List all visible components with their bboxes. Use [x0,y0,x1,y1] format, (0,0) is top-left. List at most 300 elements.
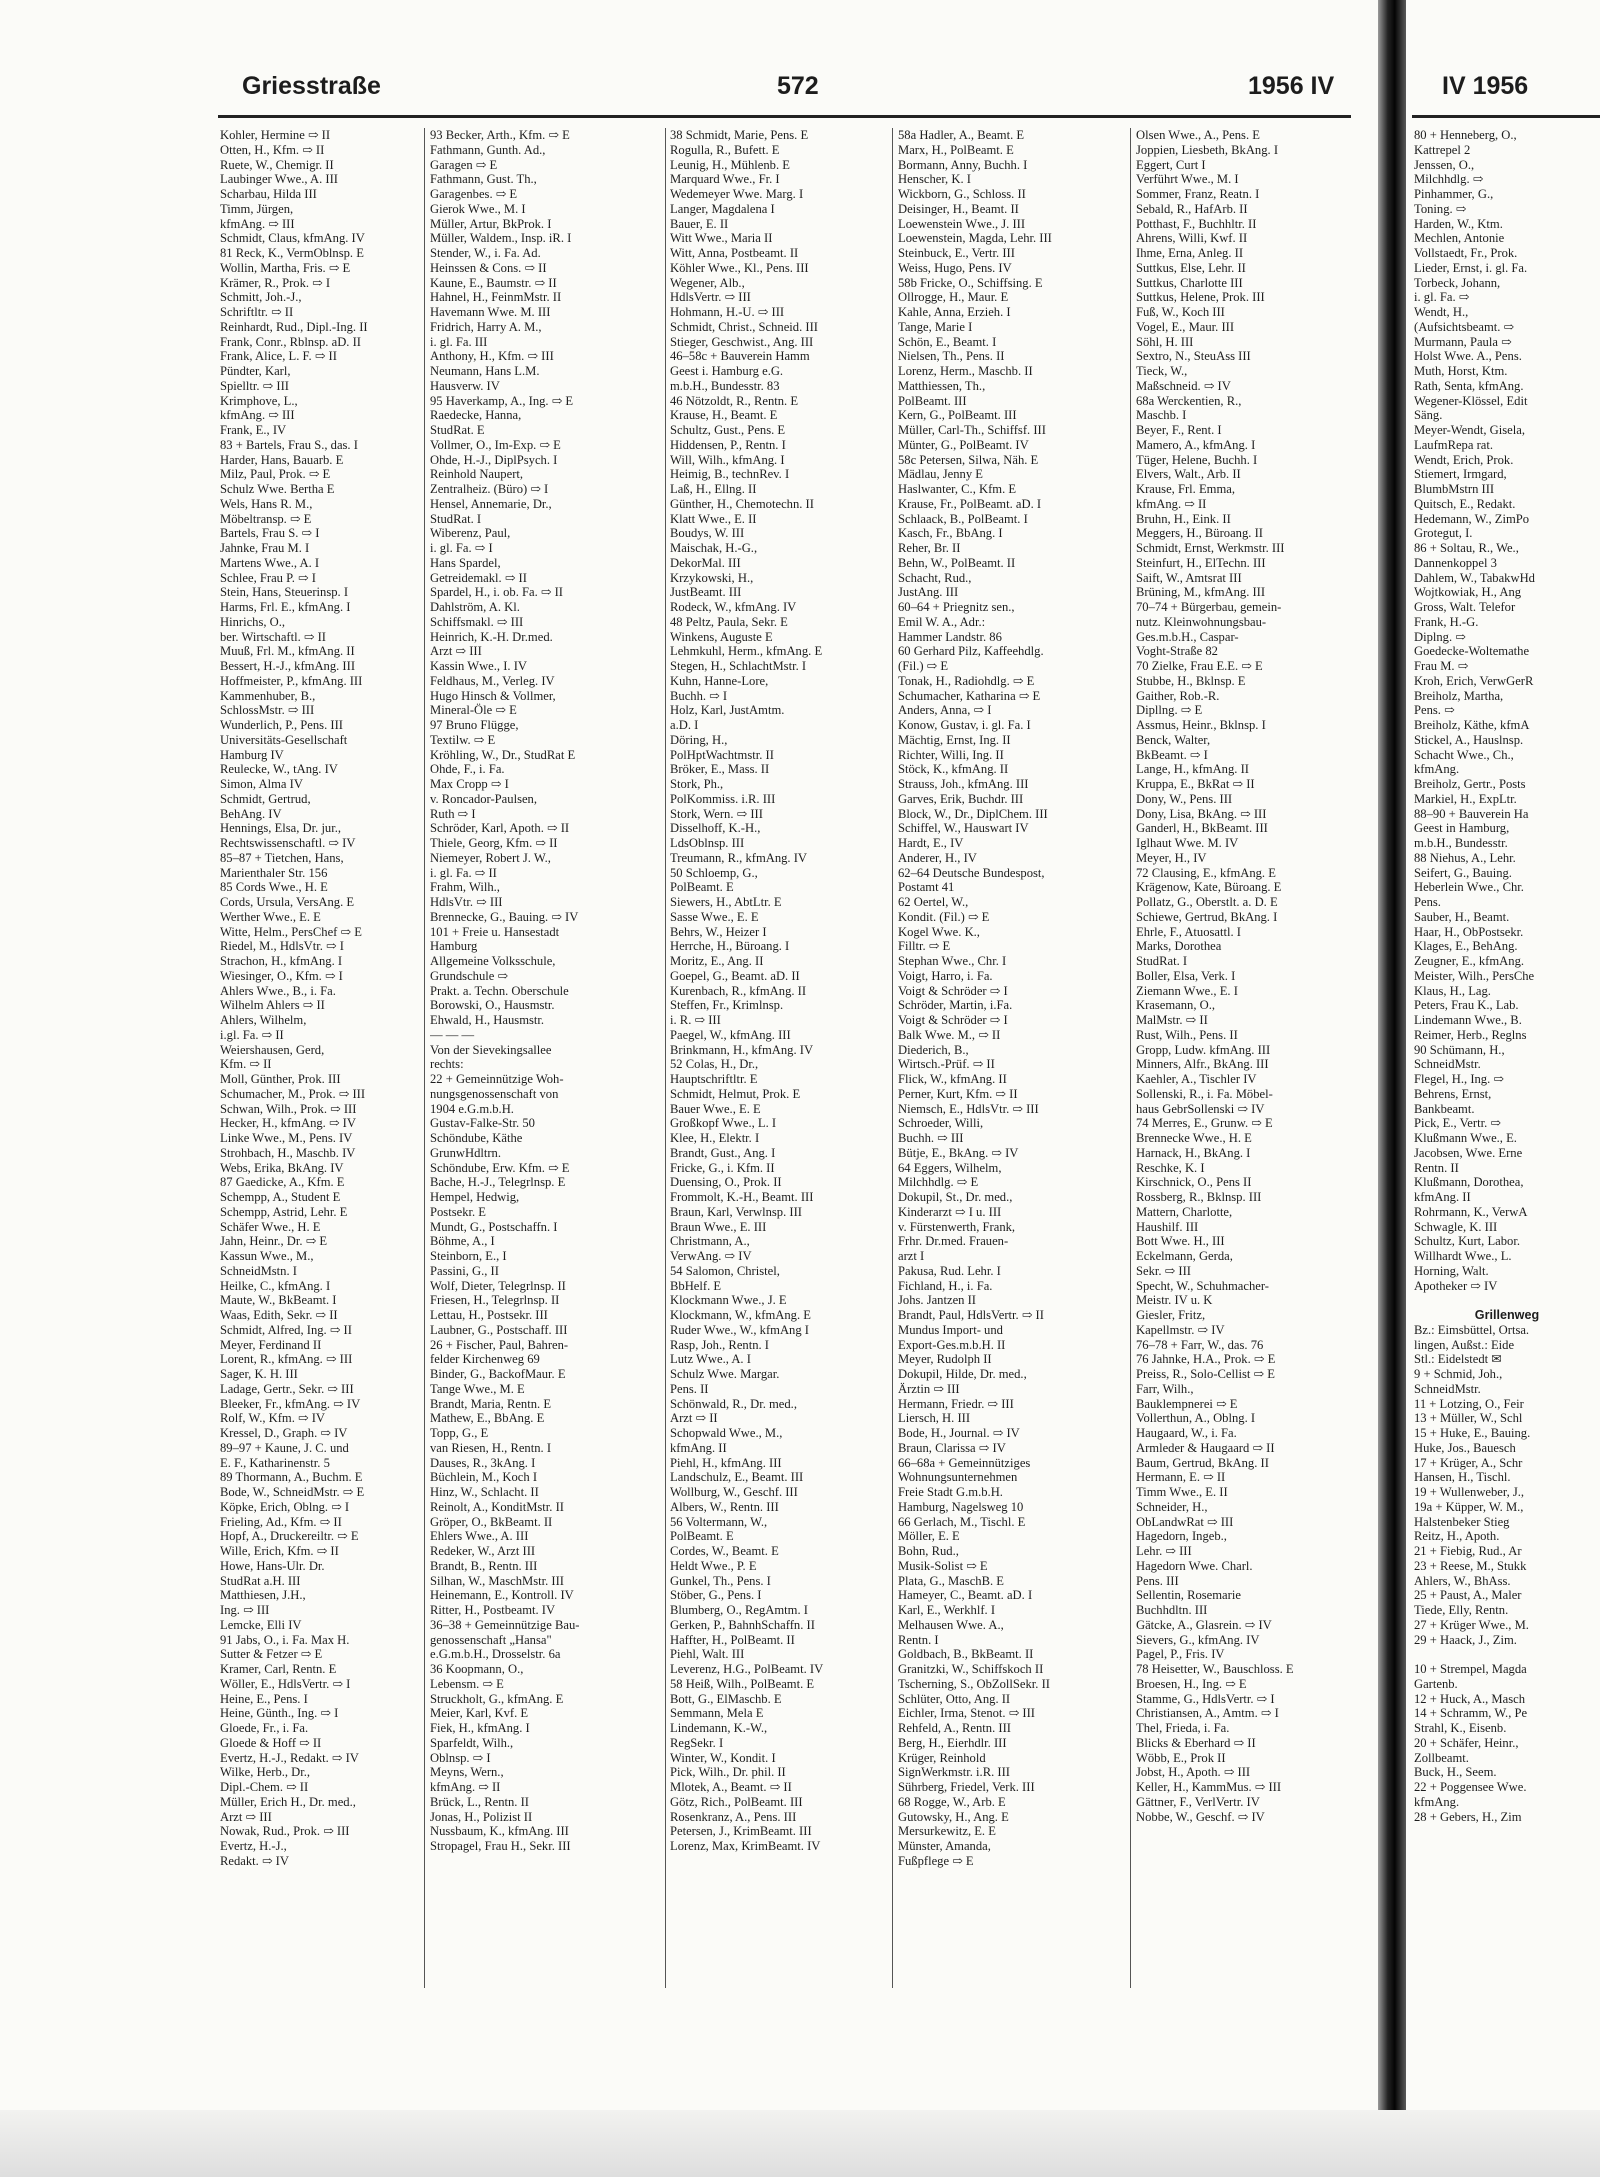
directory-entry-line: 20 + Schäfer, Heinr., [1414,1735,1519,1750]
directory-entry-line: Dannenkoppel 3 [1414,555,1497,570]
directory-entry-line: 89–97 + Kaune, J. C. und [220,1440,349,1455]
directory-entry-line: Harden, W., Ktm. [1414,216,1503,231]
directory-entry-line: Maschb. I [1136,408,1187,423]
directory-entry-line: Krzykowski, H., [670,570,754,585]
directory-entry-line: Anderer, H., IV [898,850,977,865]
directory-entry-line: PolKommiss. i.R. III [670,791,776,806]
directory-entry-line: Lorenz, Herm., Maschb. II [898,364,1033,378]
directory-entry-line: Pick, E., Vertr. ⇨ [1414,1116,1501,1131]
directory-entry-line: Bessert, H.-J., kfmAng. III [220,659,356,673]
directory-entry-line: Toning. ⇨ [1414,201,1467,216]
directory-entry-line: Schmitt, Joh.-J., [220,290,302,305]
directory-entry-line: 17 + Krüger, A., Schr [1414,1455,1523,1470]
directory-entry-line: Niemsch, E., HdlsVtr. ⇨ III [898,1101,1039,1116]
directory-entry-line: 11 + Lotzing, O., Feir [1414,1396,1524,1411]
directory-entry-line: Hagedorn, Ingeb., [1136,1529,1227,1544]
directory-entry-line: Piehl, H., kfmAng. III [670,1455,782,1470]
directory-entry-line: Bode, W., SchneidMstr. ⇨ E [220,1485,365,1499]
directory-entry-line: 10 + Strempel, Magda [1414,1662,1527,1676]
directory-entry-line: Harnack, H., BkAng. I [1136,1145,1251,1160]
directory-entry-line: Cordes, W., Beamt. E [670,1544,779,1558]
directory-entry-line: kfmAng. II [1414,1190,1471,1204]
directory-entry-line: Mamero, A., kfmAng. I [1136,437,1256,452]
directory-entry-line: Nowak, Rud., Prok. ⇨ III [220,1824,350,1839]
column-divider [1130,128,1131,1988]
directory-entry-line: Günther, H., Chemotechn. II [670,496,814,511]
directory-entry-line: Rath, Senta, kfmAng. [1414,378,1524,393]
directory-entry-line: Schumacher, M., Prok. ⇨ III [220,1086,366,1101]
directory-entry-line: Milchhdlg. ⇨ E [898,1175,979,1190]
directory-entry-line: SchlossMstr. ⇨ III [220,703,315,718]
directory-entry-line: Sellentin, Rosemarie [1136,1588,1241,1603]
directory-entry-line: Milchhdlg. ⇨ [1414,172,1484,187]
year-volume-right: IV 1956 [1442,72,1529,100]
directory-entry-line: Schmidt, Christ., Schneid. III [670,319,818,334]
directory-entry-line: 46–58c + Bauverein Hamm [670,349,810,364]
directory-entry-line: Lettau, H., Postsekr. III [430,1308,548,1322]
directory-entry-line: 22 + Gemeinnützige Woh- [430,1072,564,1086]
directory-entry-line: Schmidt, Gertrud, [220,791,311,806]
directory-entry-line: Murmann, Paula ⇨ [1414,334,1512,349]
directory-entry-line: van Riesen, H., Rentn. I [430,1440,552,1455]
directory-entry-line: Brennecke, G., Bauing. ⇨ IV [430,909,579,924]
directory-entry-line: Pick, Wilh., Dr. phil. II [670,1765,786,1780]
directory-entry-line: Hansen, H., Tischl. [1414,1470,1511,1485]
directory-entry-line: Müller, Carl-Th., Schiffsf. III [898,423,1046,437]
directory-entry-line: Fiek, H., kfmAng. I [430,1721,530,1735]
directory-entry-line: Ges.m.b.H., Caspar- [1136,629,1239,644]
directory-entry-line: Kern, G., PolBeamt. III [898,408,1017,423]
directory-entry-line: Schöndube, Erw. Kfm. ⇨ E [430,1160,570,1175]
directory-entry-line: JustBeamt. III [670,585,742,600]
directory-entry-line: Boudys, W. III [670,526,745,541]
directory-entry-line: Frommolt, K.-H., Beamt. III [670,1190,814,1204]
directory-entry-line: Schlaack, B., PolBeamt. I [898,511,1028,526]
directory-entry-line: Reimer, Herb., Reglns [1414,1027,1527,1042]
directory-entry-line: StudRat. E [430,423,485,437]
directory-entry-line: Hahnel, H., FeinmMstr. II [430,290,562,305]
directory-entry-line: Wendt, Erich, Prok. [1414,452,1514,467]
directory-entry-line: Olsen Wwe., A., Pens. E [1136,128,1260,142]
column-divider [424,128,425,1988]
directory-entry-line: Kammenhuber, B., [220,688,316,703]
directory-entry-line: RegSekr. I [670,1735,724,1750]
directory-entry-line: Wegener, Alb., [670,275,745,290]
directory-entry-line: Vogel, E., Maur. III [1136,319,1235,334]
directory-entry-line: 62–64 Deutsche Bundespost, [898,865,1045,880]
column-5 [1136,128,1374,1824]
directory-entry-line: Wiesinger, O., Kfm. ⇨ I [220,968,343,983]
directory-entry-line: Lange, H., kfmAng. II [1136,762,1249,777]
directory-entry-line: Piehl, Walt. III [670,1647,745,1662]
directory-entry-line: Stiemert, Irmgard, [1414,467,1507,482]
column-divider [892,128,893,1988]
directory-entry-line: Hensel, Annemarie, Dr., [430,496,552,511]
directory-entry-line: Ollrogge, H., Maur. E [898,290,1009,305]
directory-entry-line: Schwan, Wilh., Prok. ⇨ III [220,1101,357,1116]
directory-entry-line: 25 + Paust, A., Maler [1414,1588,1522,1603]
directory-entry-line: Halstenbeker Stieg [1414,1514,1510,1529]
directory-entry-line: Dahlström, A. Kl. [430,600,520,614]
directory-entry-line: Schlee, Frau P. ⇨ I [220,570,316,585]
directory-entry-line: 95 Haverkamp, A., Ing. ⇨ E [430,393,574,408]
directory-entry-line: Bott Wwe. H., III [1136,1234,1225,1249]
directory-entry-line: Voigt & Schröder ⇨ I [898,983,1008,998]
directory-entry-line: 80 + Henneberg, O., [1414,128,1517,142]
directory-entry-line: 56 Voltermann, W., [670,1514,768,1529]
directory-entry-line: Sievers, G., kfmAng. IV [1136,1632,1260,1647]
directory-entry-line: i. gl. Fa. III [430,334,488,349]
directory-entry-line: Arzt ⇨ II [670,1411,718,1426]
directory-entry-line: Evertz, H.-J., [220,1839,287,1853]
directory-entry-line: Apotheker ⇨ IV [1414,1278,1498,1293]
directory-entry-line: Emil W. A., Adr.: [898,614,986,629]
directory-entry-line: Mattern, Charlotte, [1136,1204,1233,1219]
directory-entry-line: Feldhaus, M., Verleg. IV [430,673,555,688]
directory-entry-line: Wedemeyer Wwe. Marg. I [670,187,804,201]
directory-entry-line: Von der Sievekingsallee [430,1042,552,1057]
directory-entry-line: kfmAng. ⇨ III [220,216,295,231]
directory-entry-line: Postamt 41 [898,880,955,895]
directory-entry-line: Sommer, Franz, Reatn. I [1136,187,1260,201]
directory-entry-line: Nobbe, W., Geschf. ⇨ IV [1136,1809,1265,1824]
directory-entry-line: Stieger, Geschwist., Ang. III [670,334,814,349]
directory-entry-line: 101 + Freie u. Hansestadt [430,924,560,939]
directory-entry-line: Gustav-Falke-Str. 50 [430,1116,535,1131]
directory-entry-line: Schumacher, Katharina ⇨ E [898,688,1041,703]
directory-entry-line: felder Kirchenweg 69 [430,1352,540,1367]
directory-entry-line: Cords, Ursula, VersAng. E [220,895,355,909]
directory-entry-line: MalMstr. ⇨ II [1136,1013,1208,1027]
directory-entry-line: Winkens, Auguste E [670,629,773,644]
directory-entry-line: Marx, H., PolBeamt. E [898,142,1014,157]
directory-entry-line: SignWerkmstr. i.R. III [898,1765,1010,1780]
directory-entry-line: Petersen, J., KrimBeamt. III [670,1824,812,1839]
directory-entry-line: E. F., Katharinenstr. 5 [220,1455,330,1470]
directory-entry-line: Schulz Wwe. Bertha E [220,482,335,496]
directory-entry-line: Ruth ⇨ I [430,806,476,821]
directory-entry-line: 29 + Haack, J., Zim. [1414,1632,1517,1647]
directory-entry-line: Müller, Erich H., Dr. med., [220,1794,356,1809]
directory-entry-line: 68 Rogge, W., Arb. E [898,1794,1006,1809]
directory-entry-line: (Fil.) ⇨ E [898,659,949,673]
directory-entry-line: Gutowsky, H., Ang. E [898,1809,1009,1824]
directory-entry-line: Benck, Walter, [1136,732,1211,747]
directory-entry-line: Heberlein Wwe., Chr. [1414,880,1524,895]
directory-entry-line: Timm, Jürgen, [220,201,294,216]
directory-entry-line: 26 + Fischer, Paul, Bahren- [430,1337,569,1352]
directory-entry-line: Tscherning, S., ObZollSekr. II [898,1676,1050,1691]
directory-entry-line: Stöck, K., kfmAng. II [898,762,1009,777]
directory-entry-line: Mechlen, Antonie [1414,231,1505,246]
directory-entry-line: Huke, Jos., Bauesch [1414,1440,1516,1455]
directory-entry-line: Spielltr. ⇨ III [220,378,289,393]
directory-entry-line: Lemcke, Elli IV [220,1617,302,1632]
directory-entry-line: Frahm, Wilh., [430,880,500,895]
directory-entry-line: Brandt, Gust., Ang. I [670,1145,776,1160]
directory-entry-line: Balk Wwe. M., ⇨ II [898,1027,1001,1042]
directory-entry-line: Webs, Erika, BkAng. IV [220,1160,344,1175]
directory-entry-line: Stork, Ph., [670,777,724,791]
directory-entry-line: Heinemann, E., Kontroll. IV [430,1588,574,1603]
directory-entry-line: VerwAng. ⇨ IV [670,1249,752,1263]
directory-entry-line: Perner, Kurt, Kfm. ⇨ II [898,1086,1018,1101]
directory-entry-line: Lindemann Wwe., B. [1414,1013,1522,1027]
directory-entry-line: Sparfeldt, Wilh., [430,1735,514,1750]
directory-entry-line: Mädlau, Jenny E [898,467,983,482]
directory-entry-line: Bott, G., ElMaschb. E [670,1691,782,1706]
directory-entry-line: kfmAng. ⇨ II [430,1780,501,1794]
directory-entry-line: Hamburg, Nagelsweg 10 [898,1499,1024,1514]
directory-entry-line: Stork, Wern. ⇨ III [670,806,763,821]
directory-entry-line: Bormann, Anny, Buchh. I [898,157,1028,172]
directory-entry-line: Mundus Import- und [898,1322,1003,1337]
directory-entry-line: Bode, H., Journal. ⇨ IV [898,1426,1020,1440]
directory-entry-line: genossenschaft „Hansa" [430,1632,552,1647]
directory-entry-line: Vollstaedt, Fr., Prok. [1414,246,1518,260]
directory-entry-line: i.gl. Fa. ⇨ II [220,1027,284,1042]
directory-entry-line: Postsekr. E [430,1204,486,1219]
directory-entry-line: 58a Hadler, A., Beamt. E [898,128,1025,142]
directory-entry-line: Mersurkewitz, E. E [898,1824,996,1839]
directory-entry-line: 97 Bruno Flügge, [430,718,519,732]
directory-entry-line: Gätcke, A., Glasrein. ⇨ IV [1136,1617,1272,1632]
directory-entry-line: Martens Wwe., A. I [220,555,320,570]
directory-entry-line: Reinhold Naupert, [430,467,524,482]
directory-entry-line: Brüning, M., kfmAng. III [1136,585,1266,600]
directory-entry-line: Pündter, Karl, [220,364,291,378]
directory-entry-line: Lehr. ⇨ III [1136,1544,1192,1558]
directory-entry-line: Schultz, Gust., Pens. E [670,423,786,437]
directory-entry-line: PolBeamt. III [898,393,967,408]
directory-entry-line: Leverenz, H.G., PolBeamt. IV [670,1662,824,1676]
directory-entry-line: Brandt, B., Rentn. III [430,1558,538,1573]
directory-entry-line: Blumberg, O., RegAmtm. I [670,1603,808,1617]
directory-entry-line: Fathmann, Gust. Th., [430,172,537,187]
column-divider [665,128,666,1988]
directory-entry-line: Tange, Marie I [898,319,973,334]
directory-entry-line: Sextro, N., SteuAss III [1136,349,1251,364]
directory-entry-line: Meggers, H., Büroang. II [1136,526,1263,541]
directory-entry-line: Krause, H., Beamt. E [670,408,778,423]
directory-entry-line: 91 Jabs, O., i. Fa. Max H. [220,1632,350,1647]
directory-entry-line: Universitäts-Gesellschaft [220,732,348,747]
directory-entry-line: Gloede & Hoff ⇨ II [220,1735,322,1750]
directory-entry-line: 22 + Poggensee Wwe. [1414,1780,1527,1794]
directory-entry-line: Müller, Waldem., Insp. iR. I [430,231,572,246]
directory-entry-line: Lebensm. ⇨ E [430,1676,504,1691]
directory-entry-line: Rentn. I [898,1632,939,1647]
directory-entry-line: 78 Heisetter, W., Bauschloss. E [1136,1662,1294,1676]
directory-entry-line: Flegel, H., Ing. ⇨ [1414,1072,1504,1086]
directory-entry-line: Klaus, H., Lag. [1414,983,1491,998]
directory-entry-line: Ing. ⇨ III [220,1603,270,1617]
book-binding [1378,0,1406,2177]
directory-entry-line: Minners, Alfr., BkAng. III [1136,1057,1269,1072]
directory-entry-line: Binder, G., BackofMaur. E [430,1367,566,1381]
directory-entry-line: 52 Colas, H., Dr., [670,1057,759,1072]
directory-entry-line: Gartenb. [1414,1676,1458,1691]
directory-entry-line: Specht, W., Schuhmacher- [1136,1278,1270,1293]
directory-entry-line: Hausverw. IV [430,378,500,393]
directory-entry-line: Wilke, Herb., Dr., [220,1765,311,1780]
directory-entry-line: Geest i. Hamburg e.G. [670,364,784,378]
directory-entry-line: Schäfer Wwe., H. E [220,1219,321,1234]
directory-entry-line: Oblnsp. ⇨ I [430,1750,491,1765]
directory-entry-line: PolBeamt. E [670,880,734,895]
directory-entry-line: Haslwanter, C., Kfm. E [898,482,1017,496]
directory-entry-line: HdlsVertr. ⇨ III [670,290,751,305]
directory-entry-line: Eggert, Curt I [1136,157,1206,172]
directory-entry-line: Havemann Wwe. M. III [430,305,551,319]
directory-entry-line: StudRat a.H. III [220,1573,301,1588]
directory-entry-line: Topp, G., E [430,1426,489,1440]
directory-entry-line: Musik-Solist ⇨ E [898,1558,988,1573]
directory-entry-line: Armleder & Haugaard ⇨ II [1136,1440,1275,1455]
directory-entry-line: Wohnungsunternehmen [898,1470,1018,1485]
directory-entry-line: Kruppa, E., BkRat ⇨ II [1136,777,1255,791]
directory-entry-line: kfmAng. II [670,1440,727,1455]
directory-entry-line: LdsOblnsp. III [670,836,745,850]
directory-entry-line: Jobst, H., Apoth. ⇨ III [1136,1765,1251,1780]
directory-entry-line: Schiffel, W., Hauswart IV [898,821,1029,836]
directory-entry-line: Hans Spardel, [430,555,501,570]
directory-entry-line: Pens. II [670,1381,709,1396]
page-bottom-edge [0,2110,1600,2177]
directory-entry-line: Schroeder, Willi, [898,1116,984,1131]
directory-entry-line: Steinbuck, E., Vertr. III [898,246,1015,260]
directory-entry-line: Mathew, E., BbAng. E [430,1411,545,1426]
directory-entry-line: Pollatz, G., Oberstlt. a. D. E [1136,895,1278,909]
directory-entry-line: Schön, E., Beamt. I [898,334,997,349]
directory-entry-line: Kröhling, W., Dr., StudRat E [430,747,576,762]
directory-entry-line: Marienthaler Str. 156 [220,865,328,880]
directory-entry-line: i. gl. Fa. ⇨ I [430,541,493,555]
directory-entry-line: Loewenstein Wwe., J. III [898,216,1026,231]
directory-entry-line: Hermann, E. ⇨ II [1136,1470,1226,1485]
directory-entry-line: Schönwald, R., Dr. med., [670,1396,797,1411]
directory-entry-line: Jahn, Heinr., Dr. ⇨ E [220,1234,328,1249]
directory-entry-line: Buck, H., Seem. [1414,1765,1497,1780]
directory-entry-line: Haushilf. III [1136,1219,1199,1234]
directory-entry-line: Witt, Anna, Postbeamt. II [670,246,799,260]
directory-entry-line [1414,1647,1600,1662]
directory-entry-line: Meyns, Wern., [430,1765,504,1780]
column-6 [1414,128,1600,1824]
directory-entry-line: Bauklempnerei ⇨ E [1136,1396,1238,1411]
directory-entry-line: Redakt. ⇨ IV [220,1853,289,1868]
directory-entry-line: Pakusa, Rud. Lehr. I [898,1263,1001,1278]
directory-entry-line: Wöbb, E., Prok II [1136,1750,1226,1765]
directory-entry-line: Behn, W., PolBeamt. II [898,555,1016,570]
directory-entry-line: Döring, H., [670,732,728,747]
directory-entry-line: Treumann, R., kfmAng. IV [670,850,808,865]
directory-entry-line: Kressel, D., Graph. ⇨ IV [220,1426,348,1440]
directory-entry-line: Ehlers Wwe., A. III [430,1529,529,1544]
year-volume-left: 1956 IV [1248,72,1335,100]
directory-entry-line: Wels, Hans R. M., [220,496,313,511]
directory-entry-line: PolBeamt. E [670,1529,734,1544]
directory-entry-line: ber. Wirtschaftl. ⇨ II [220,629,326,644]
directory-entry-line: Rossberg, R., Bklnsp. III [1136,1190,1262,1204]
directory-entry-line: Gunkel, Th., Pens. I [670,1573,771,1588]
directory-entry-line: Matthiesen, J.H., [220,1588,306,1603]
directory-entry-line: arzt I [898,1249,925,1263]
directory-entry-line: Heinssen & Cons. ⇨ II [430,260,547,275]
directory-entry-line: Breiholz, Martha, [1414,688,1504,703]
directory-entry-line: Stender, W., i. Fa. Ad. [430,246,541,260]
directory-entry-line: Christmann, A., [670,1234,750,1249]
directory-entry-line: Sutter & Fetzer ⇨ E [220,1647,323,1662]
directory-entry-line: Lorent, R., kfmAng. ⇨ III [220,1352,353,1367]
directory-entry-line: 1904 e.G.m.b.H. [430,1101,514,1116]
directory-entry-line: Farr, Wilh., [1136,1381,1194,1396]
directory-entry-line: 90 Schümann, H., [1414,1042,1505,1057]
directory-entry-line: Kaehler, A., Tischler IV [1136,1072,1257,1086]
directory-entry-line: Goepel, G., Beamt. aD. II [670,968,800,983]
directory-entry-line: Anthony, H., Kfm. ⇨ III [430,349,554,364]
directory-entry-line: Grundschule ⇨ [430,968,509,983]
directory-entry-line: Braun Wwe., E. III [670,1219,767,1234]
directory-entry-line: Steinfurt, H., ElTechn. III [1136,555,1266,570]
directory-entry-line: Kondit. (Fil.) ⇨ E [898,909,990,924]
directory-entry-line: Sasse Wwe., E. E [670,909,759,924]
directory-entry-line: Giesler, Fritz, [1136,1308,1206,1322]
directory-entry-line: 66–68a + Gemeinnütziges [898,1455,1031,1470]
directory-entry-line: Eckelmann, Gerda, [1136,1249,1233,1263]
directory-entry-line: Lorenz, Max, KrimBeamt. IV [670,1839,821,1853]
directory-entry-line: Kohler, Hermine ⇨ II [220,128,331,142]
directory-entry-line: Frhr. Dr.med. Frauen- [898,1234,1009,1249]
directory-entry-line: Muuß, Frl. M., kfmAng. II [220,644,355,659]
directory-entry-line: 38 Schmidt, Marie, Pens. E [670,128,809,142]
directory-entry-line: Wollin, Martha, Fris. ⇨ E [220,260,351,275]
directory-entry-line: Sebald, R., HafArb. II [1136,201,1248,216]
directory-entry-line: Pagel, P., Fris. IV [1136,1647,1225,1662]
directory-entry-line: Klußmann, Dorothea, [1414,1175,1524,1190]
directory-entry-line: kfmAng. [1414,762,1460,777]
directory-entry-line: Schmidt, Ernst, Werkmstr. III [1136,541,1285,555]
directory-entry-line: Hopf, A., Druckereiltr. ⇨ E [220,1529,359,1544]
directory-entry-line: Frank, E., IV [220,423,287,437]
directory-entry-line: Goedecke-Woltemathe [1414,644,1530,659]
directory-entry-line: Stamme, G., HdlsVertr. ⇨ I [1136,1691,1275,1706]
directory-entry-line: Böhme, A., I [430,1234,495,1249]
directory-entry-line: Maischak, H.-G., [670,541,758,555]
directory-entry-line: Hinz, W., Schlacht. II [430,1485,539,1499]
directory-entry-line: Wickborn, G., Schloss. II [898,187,1026,201]
directory-entry-line: Saift, W., Amtsrat III [1136,570,1242,585]
directory-entry-line: 15 + Huke, E., Bauing. [1414,1426,1531,1440]
directory-entry-line: Paegel, W., kfmAng. III [670,1027,791,1042]
directory-entry-line: Wegener-Klössel, Edit [1414,393,1528,408]
directory-entry-line: v. Roncador-Paulsen, [430,791,538,806]
directory-entry-line: Preiss, R., Solo-Cellist ⇨ E [1136,1367,1275,1381]
directory-entry-line: Schacht Wwe., Ch., [1414,747,1514,762]
directory-entry-line: Hinrichs, O., [220,614,286,629]
directory-entry-line: Wöller, E., HdlsVertr. ⇨ I [220,1676,351,1691]
directory-entry-line: Söhl, H. III [1136,334,1194,349]
header-rule [218,115,1351,118]
directory-entry-line: Potthast, F., Buchhltr. II [1136,216,1257,231]
directory-entry-line: Krüger, Reinhold [898,1750,986,1765]
directory-entry-line: Fuß, W., Koch III [1136,305,1225,319]
directory-entry-line: JustAng. III [898,585,959,600]
directory-entry-line: 19a + Küpper, W. M., [1414,1499,1524,1514]
directory-entry-line: Prakt. a. Techn. Oberschule [430,983,569,998]
directory-entry-line: Gaither, Rob.-R. [1136,688,1220,703]
directory-entry-line: 48 Peltz, Paula, Sekr. E [670,614,788,629]
